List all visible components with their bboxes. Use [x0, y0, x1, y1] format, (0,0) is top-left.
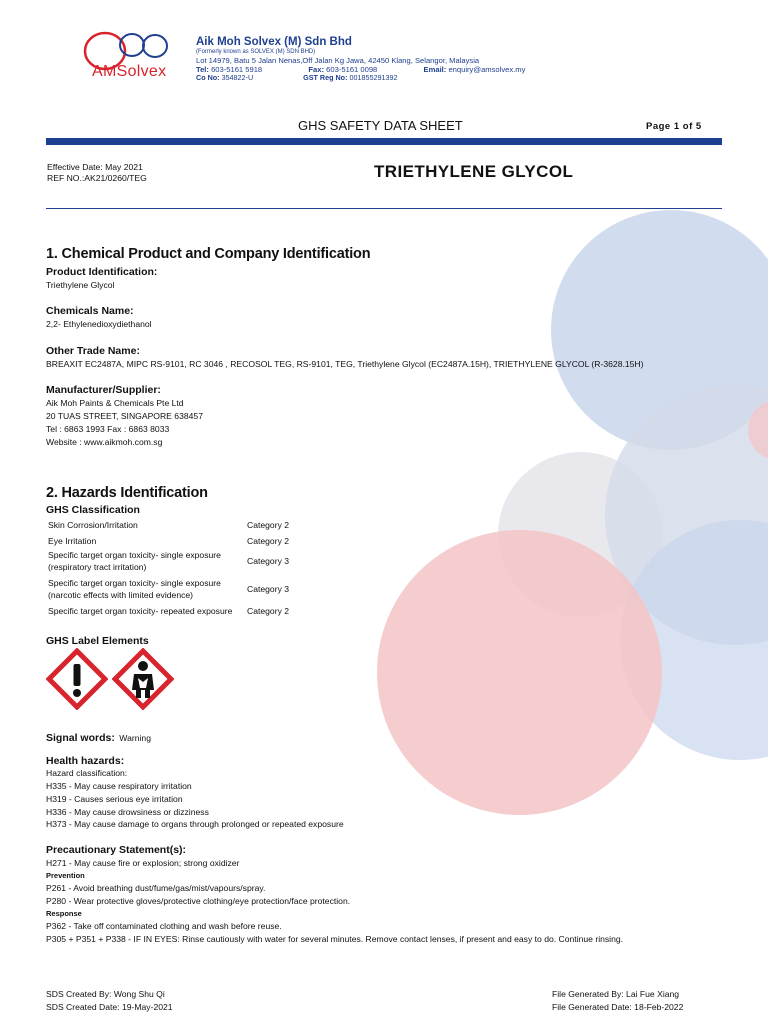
trade-name-label: Other Trade Name: — [46, 345, 140, 357]
class-row-category: Category 2 — [247, 520, 290, 530]
health-hazard-line: H319 - Causes serious eye irritation — [46, 794, 183, 804]
header-divider-bar — [46, 138, 722, 145]
ghs-label-elements: GHS Label Elements — [46, 635, 149, 647]
ref-number: REF NO.:AK21/0260/TEG — [47, 173, 147, 183]
email-label: Email: — [423, 65, 447, 74]
trade-name-value: BREAXIT EC2487A, MIPC RS-9101, RC 3046 , RECOSOL TEG, RS-9101, TEG, Triethylene Glycol (EC2487A.15H), TRIETHYLENE GLYCOL (R-3628.15H) — [46, 359, 644, 369]
class-row-name: Specific target organ toxicity- repeated exposure — [48, 606, 233, 616]
class-row-name: Skin Corrosion/Irritation — [48, 520, 138, 530]
prevention-label: Prevention — [46, 871, 85, 880]
fax-value: 603-5161 0098 — [326, 65, 378, 74]
precaution-line: H271 - May cause fire or explosion; strong oxidizer — [46, 858, 240, 868]
footer-generated-by: File Generated By: Lai Fue Xiang — [552, 989, 680, 999]
class-row-name-sub: (respiratory tract irritation) — [48, 562, 147, 572]
fax-label: Fax: — [308, 65, 325, 74]
class-row-name: Eye Irritation — [48, 536, 97, 546]
co-value: 354822-U — [221, 73, 254, 82]
response-label: Response — [46, 909, 82, 918]
product-title: TRIETHYLENE GLYCOL — [374, 162, 574, 181]
product-id-label: Product Identification: — [46, 266, 158, 278]
sheet-title: GHS SAFETY DATA SHEET — [298, 118, 463, 133]
class-row-category: Category 2 — [247, 606, 290, 616]
section2-title: 2. Hazards Identification — [46, 485, 208, 501]
company-reg-row — [196, 73, 397, 82]
class-row-category: Category 2 — [247, 536, 290, 546]
tel-value: 603-5161 5918 — [211, 65, 263, 74]
signal-words-value: Warning — [119, 733, 151, 743]
title-divider-line — [46, 208, 722, 209]
gst-value: 001855291392 — [349, 73, 398, 82]
ghs-classification-label: GHS Classification — [46, 504, 140, 516]
effective-date: Effective Date: May 2021 — [47, 162, 143, 172]
prevention-line: P280 - Wear protective gloves/protective clothing/eye protection/face protection. — [46, 896, 351, 906]
chem-name-value: 2,2- Ethylenedioxydiethanol — [46, 319, 152, 329]
health-hazard-line: H373 - May cause damage to organs through prolonged or repeated exposure — [46, 819, 344, 829]
class-row-category: Category 3 — [247, 584, 290, 594]
health-hazard-pictogram-icon — [112, 648, 174, 710]
response-line: P362 - Take off contaminated clothing and wash before reuse. — [46, 921, 282, 931]
prevention-line: P261 - Avoid breathing dust/fume/gas/mist/vapours/spray. — [46, 883, 266, 893]
response-line: P305 + P351 + P338 - IF IN EYES: Rinse cautiously with water for several minutes. Remove contact lenses, if present and easy to do. Continue rinsing. — [46, 934, 624, 944]
section1-title: 1. Chemical Product and Company Identification — [46, 246, 371, 262]
company-formerly: (Formerly known as SOLVEX (M) SDN BHD) — [196, 49, 316, 55]
class-row-name: Specific target organ toxicity- single exposure — [48, 578, 221, 588]
company-name: Aik Moh Solvex (M) Sdn Bhd — [196, 36, 352, 48]
signal-words-row — [46, 728, 151, 746]
footer-created-date: SDS Created Date: 19-May-2021 — [46, 1002, 173, 1012]
manufacturer-line: Aik Moh Paints & Chemicals Pte Ltd — [46, 398, 184, 408]
class-row-name-sub: (narcotic effects with limited evidence) — [48, 590, 194, 600]
footer-generated-date: File Generated Date: 18-Feb-2022 — [552, 1002, 684, 1012]
manufacturer-label: Manufacturer/Supplier: — [46, 384, 161, 396]
class-row-name: Specific target organ toxicity- single exposure — [48, 550, 221, 560]
tel-label: Tel: — [196, 65, 209, 74]
manufacturer-line: 20 TUAS STREET, SINGAPORE 638457 — [46, 411, 203, 421]
manufacturer-line: Website : www.aikmoh.com.sg — [46, 437, 163, 447]
manufacturer-line: Tel : 6863 1993 Fax : 6863 8033 — [46, 424, 170, 434]
health-hazard-line: H335 - May cause respiratory irritation — [46, 781, 192, 791]
exclamation-mark-pictogram-icon — [46, 648, 108, 710]
gst-label: GST Reg No: — [303, 73, 348, 82]
footer-created-by: SDS Created By: Wong Shu Qi — [46, 989, 165, 999]
class-row-category: Category 3 — [247, 556, 290, 566]
health-hazard-line: Hazard classification: — [46, 768, 128, 778]
chem-name-label: Chemicals Name: — [46, 305, 134, 317]
health-hazard-line: H336 - May cause drowsiness or dizziness — [46, 807, 209, 817]
company-address: Lot 14979, Batu 5 Jalan Nenas,Off Jalan Kg Jawa, 42450 Klang, Selangor, Malaysia — [196, 56, 480, 65]
precautionary-label: Precautionary Statement(s): — [46, 844, 187, 856]
signal-words-label: Signal words: — [46, 732, 115, 744]
email-value: enquiry@amsolvex.my — [448, 65, 526, 74]
bg-circle-red-large — [377, 530, 662, 815]
page-number: Page 1 of 5 — [646, 121, 702, 132]
logo-text: AMSolvex — [92, 63, 167, 80]
health-hazards-label: Health hazards: — [46, 755, 125, 767]
co-label: Co No: — [196, 73, 220, 82]
product-id-value: Triethylene Glycol — [46, 280, 115, 290]
